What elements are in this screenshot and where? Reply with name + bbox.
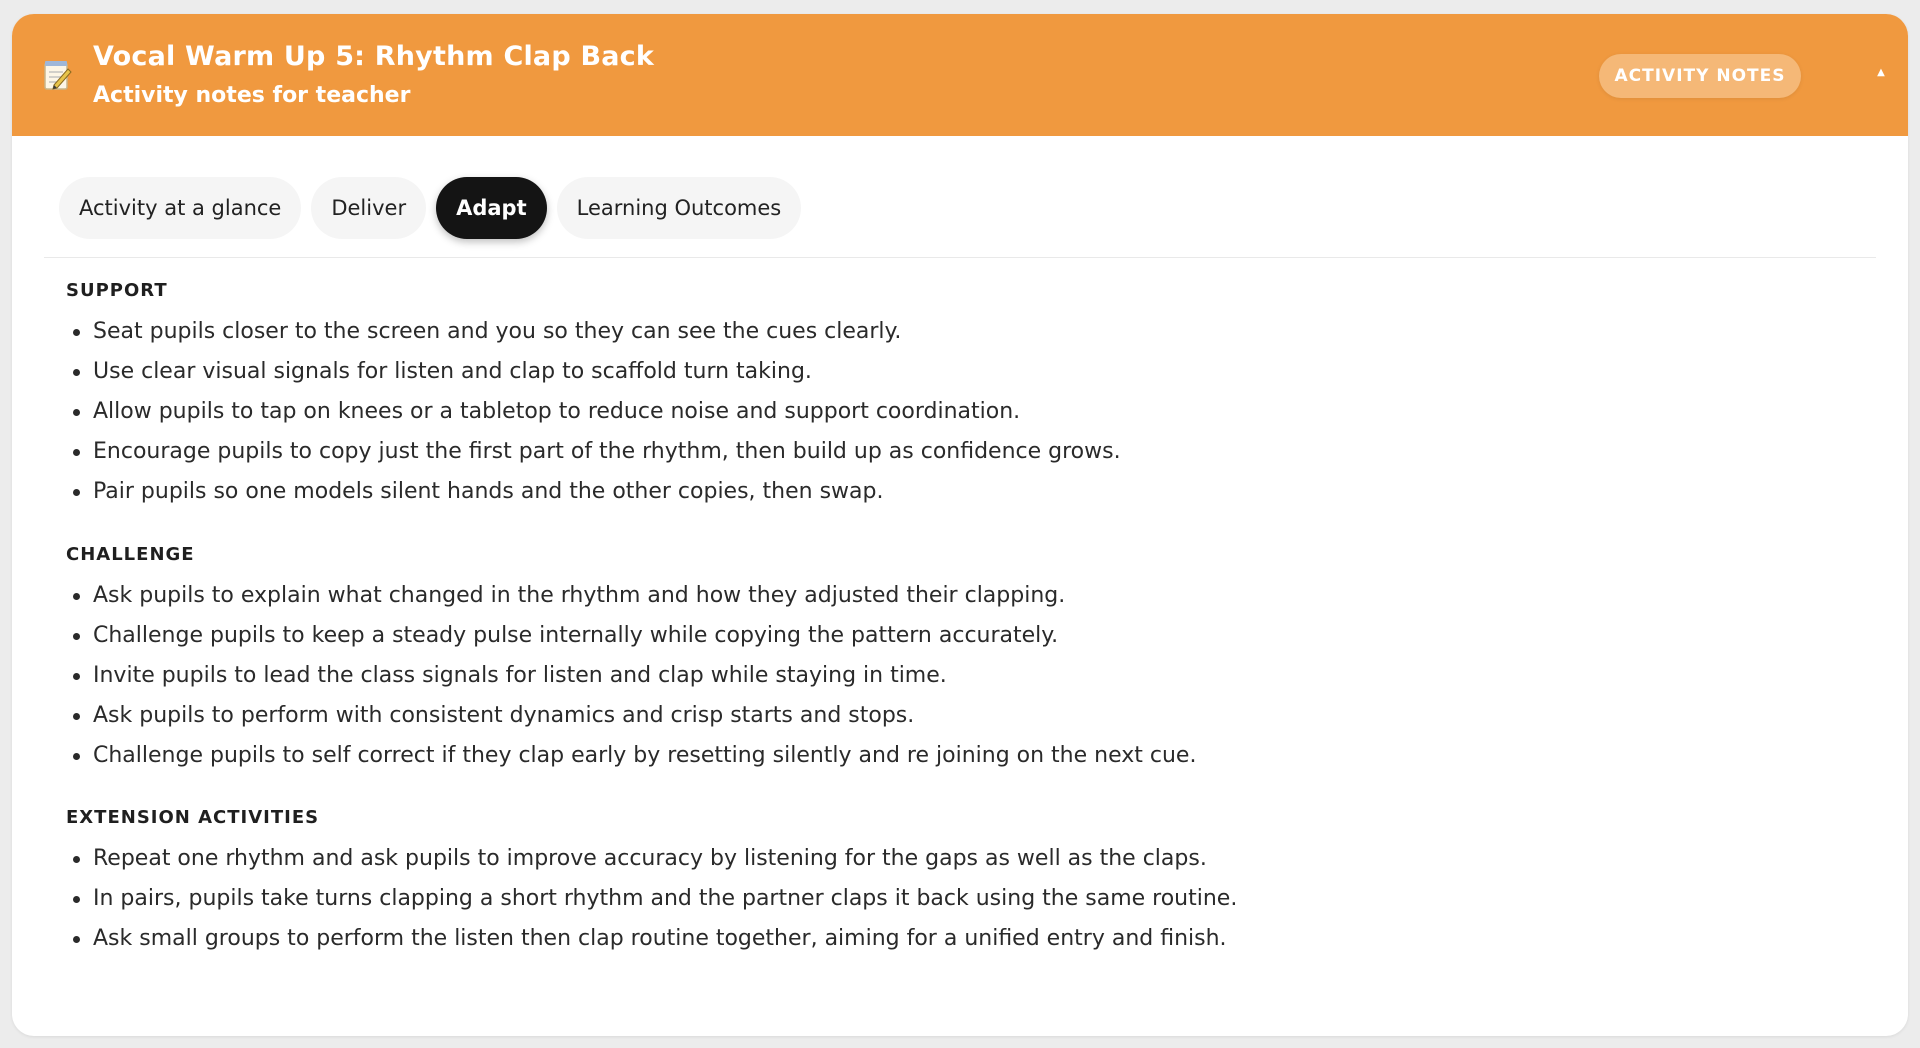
list-item: Allow pupils to tap on knees or a tabletop to reduce noise and support coordination. bbox=[66, 392, 1121, 432]
tab-activity-at-a-glance[interactable]: Activity at a glance bbox=[59, 177, 301, 239]
list-item: Invite pupils to lead the class signals for listen and clap while staying in time. bbox=[66, 656, 1196, 696]
list-item: Repeat one rhythm and ask pupils to improve accuracy by listening for the gaps as well as the claps. bbox=[66, 839, 1237, 879]
activity-title: Vocal Warm Up 5: Rhythm Clap Back bbox=[93, 41, 655, 72]
support-list bbox=[66, 312, 1121, 512]
activity-notes-button[interactable]: ACTIVITY NOTES bbox=[1599, 54, 1801, 98]
list-item: Use clear visual signals for listen and clap to scaffold turn taking. bbox=[66, 352, 1121, 392]
list-item: In pairs, pupils take turns clapping a short rhythm and the partner claps it back using the same routine. bbox=[66, 879, 1237, 919]
challenge-heading: CHALLENGE bbox=[66, 544, 195, 565]
list-item: Encourage pupils to copy just the first part of the rhythm, then build up as confidence grows. bbox=[66, 432, 1121, 472]
activity-header bbox=[12, 14, 1908, 136]
list-item: Ask pupils to explain what changed in the rhythm and how they adjusted their clapping. bbox=[66, 576, 1196, 616]
notepad-icon bbox=[42, 58, 72, 92]
tab-learning-outcomes[interactable]: Learning Outcomes bbox=[557, 177, 802, 239]
list-item: Ask small groups to perform the listen then clap routine together, aiming for a unified entry and finish. bbox=[66, 919, 1237, 959]
list-item: Challenge pupils to self correct if they clap early by resetting silently and re joining on the next cue. bbox=[66, 736, 1196, 776]
support-heading: SUPPORT bbox=[66, 280, 168, 301]
list-item: Pair pupils so one models silent hands and the other copies, then swap. bbox=[66, 472, 1121, 512]
tab-deliver[interactable]: Deliver bbox=[311, 177, 426, 239]
activity-notes-card bbox=[12, 14, 1908, 1036]
list-item: Ask pupils to perform with consistent dynamics and crisp starts and stops. bbox=[66, 696, 1196, 736]
tab-adapt[interactable]: Adapt bbox=[436, 177, 547, 239]
list-item: Challenge pupils to keep a steady pulse internally while copying the pattern accurately. bbox=[66, 616, 1196, 656]
extension-activities-heading: EXTENSION ACTIVITIES bbox=[66, 807, 320, 828]
extension-activities-list bbox=[66, 839, 1237, 959]
collapse-caret-icon[interactable]: ▲ bbox=[1877, 67, 1885, 78]
challenge-list bbox=[66, 576, 1196, 776]
activity-subtitle: Activity notes for teacher bbox=[93, 83, 411, 108]
list-item: Seat pupils closer to the screen and you so they can see the cues clearly. bbox=[66, 312, 1121, 352]
tab-bar bbox=[59, 177, 801, 239]
tab-divider bbox=[44, 257, 1876, 258]
